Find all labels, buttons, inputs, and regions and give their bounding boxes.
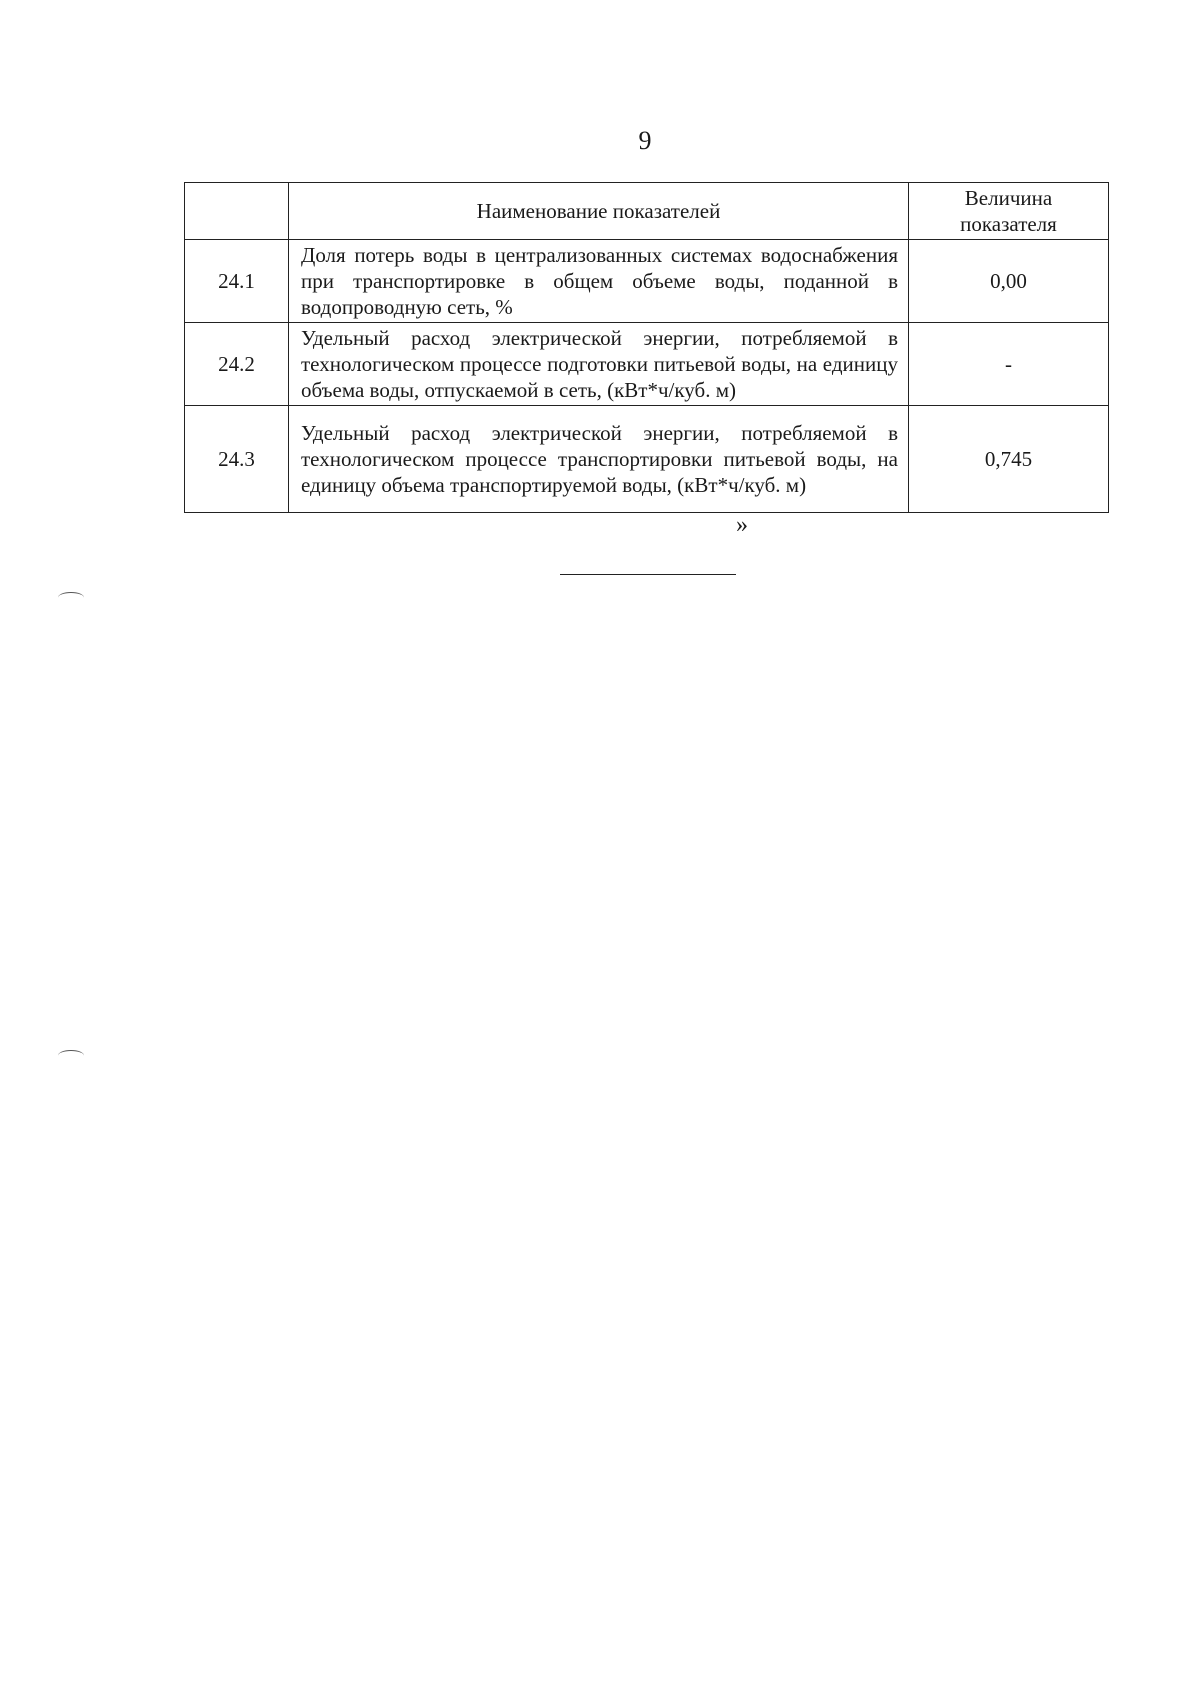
row-name: Удельный расход электрической энергии, потребляемой в технологическом процессе подготовки питьевой воды, на единицу объема воды, отпускаемой в сеть, (кВт*ч/куб. м) bbox=[289, 323, 909, 406]
header-value-line1: Величина bbox=[964, 185, 1053, 210]
row-value: 0,745 bbox=[909, 406, 1109, 513]
row-name: Доля потерь воды в централизованных системах водоснабжения при транспортировке в общем объеме воды, поданной в водопроводную сеть, % bbox=[289, 240, 909, 323]
header-number bbox=[185, 183, 289, 240]
table-row bbox=[185, 406, 1109, 513]
closing-quote: » bbox=[736, 512, 748, 538]
row-number: 24.2 bbox=[185, 323, 289, 406]
row-number: 24.1 bbox=[185, 240, 289, 323]
header-value-line2: показателя bbox=[960, 212, 1057, 236]
row-number: 24.3 bbox=[185, 406, 289, 513]
scan-mark bbox=[58, 1050, 84, 1061]
indicators-table bbox=[184, 182, 1109, 513]
page-number: 9 bbox=[638, 126, 652, 155]
table-row bbox=[185, 240, 1109, 323]
table-header-row bbox=[185, 183, 1109, 240]
header-value bbox=[909, 183, 1109, 240]
row-name: Удельный расход электрической энергии, потребляемой в технологическом процессе транспортировки питьевой воды, на единицу объема транспортируемой воды, (кВт*ч/куб. м) bbox=[289, 406, 909, 513]
row-value: 0,00 bbox=[909, 240, 1109, 323]
scan-mark bbox=[58, 592, 84, 603]
row-value: - bbox=[909, 323, 1109, 406]
table-row bbox=[185, 323, 1109, 406]
header-name: Наименование показателей bbox=[289, 183, 909, 240]
end-separator-line bbox=[560, 574, 736, 575]
